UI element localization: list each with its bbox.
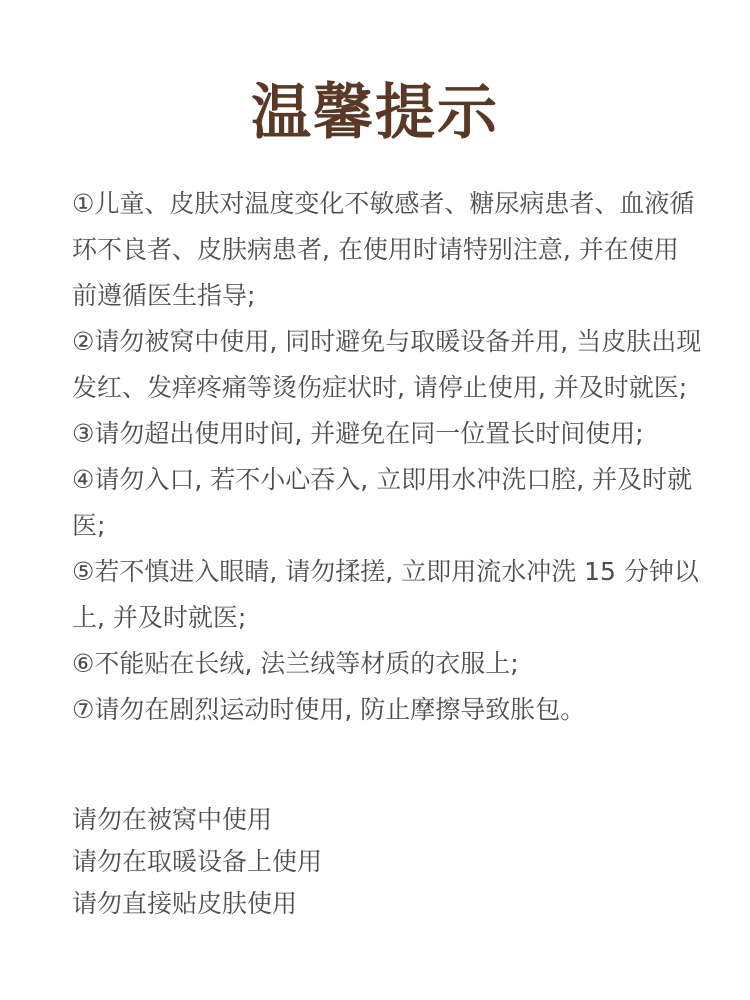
notes-list: [72, 181, 702, 733]
note-item-3: ③请勿超出使用时间, 并避免在同一位置长时间使用;: [72, 419, 644, 448]
warning-item-1: 请勿在被窝中使用: [72, 805, 273, 834]
warning-item-2: 请勿在取暖设备上使用: [72, 847, 323, 876]
note-item-2: ②请勿被窝中使用, 同时避免与取暖设备并用, 当皮肤出现发红、发痒疼痛等烫伤症状时, 请停止使用, 并及时就医;: [72, 327, 702, 402]
note-item-7: ⑦请勿在剧烈运动时使用, 防止摩擦导致胀包。: [72, 695, 586, 724]
note-item-1: ①儿童、皮肤对温度变化不敏感者、糖尿病患者、血液循环不良者、皮肤病患者, 在使用时请特别注意, 并在使用前遵循医生指导;: [72, 189, 695, 310]
note-item-4: ④请勿入口, 若不小心吞入, 立即用水冲洗口腔, 并及时就医;: [72, 465, 693, 540]
page-title: 温馨提示: [251, 78, 499, 148]
note-item-5: ⑤若不慎进入眼睛, 请勿揉搓, 立即用流水冲洗 15 分钟以上, 并及时就医;: [72, 557, 699, 632]
warning-list: [72, 799, 702, 925]
warning-item-3: 请勿直接贴皮肤使用: [72, 889, 298, 918]
note-item-6: ⑥不能贴在长绒, 法兰绒等材质的衣服上;: [72, 649, 519, 678]
